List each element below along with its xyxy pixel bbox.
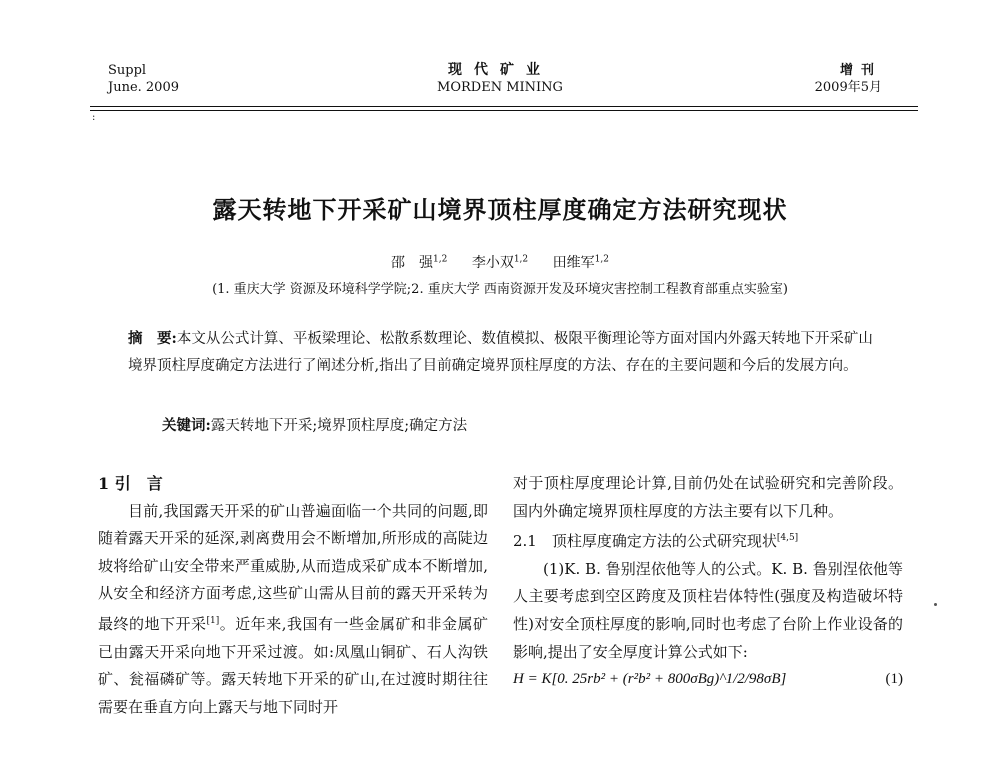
author-list [0, 252, 1000, 272]
header-rule-bottom [90, 110, 918, 111]
header-date-en: June. 2009 [108, 80, 179, 95]
header-date-cn: 2009年5月 [814, 80, 882, 95]
body-column-right [513, 470, 903, 694]
scan-speck [934, 603, 937, 606]
author: 李小双$^{1,2}$ [471, 254, 529, 271]
keywords [162, 414, 862, 435]
body-paragraph: 目前,我国露天开采的矿山普遍面临一个共同的问题,即随着露天开采的延深,剥离费用会不断增加,所形成的高陡边坡将给矿山安全带来严重威胁,从而造成采矿成本不断增加,从安全和经济方面考虑,这些矿山需从目前的露天开采转为最终的地下开采[1]。近年来,我国有一些金属矿和非金属矿已由露天开采向地下开采过渡。如:凤凰山铜矿、石人沟铁矿、瓮福磷矿等。露天转地下开采的矿山,在过渡时期往往需要在垂直方向上露天与地下同时开 [98, 501, 488, 716]
keywords-text: 露天转地下开采;境界顶柱厚度;确定方法 [210, 418, 468, 434]
equation-number: (1) [885, 671, 903, 688]
author: 邵 强$^{1,2}$ [391, 254, 448, 271]
header-supplement: Suppl [108, 63, 147, 78]
equation-body: H = K[0. 25rb² + (r²b² + 800σBg)^1/2/98σB] [513, 671, 787, 688]
equation [513, 666, 903, 694]
citation: [4,5] [776, 533, 799, 544]
abstract-text: 本文从公式计算、平板梁理论、松散系数理论、数值模拟、极限平衡理论等方面对国内外露天转地下开采矿山境界顶柱厚度确定方法进行了阐述分析,指出了目前确定境界顶柱厚度的方法、存在的主要问题和今后的发展方向。 [128, 331, 873, 374]
keywords-label: 关键词: [162, 417, 211, 434]
journal-header-right [815, 62, 882, 96]
author: 田维军$^{1,2}$ [552, 254, 609, 271]
body-column-left [98, 470, 488, 721]
journal-name-en: MORDEN MINING [437, 80, 563, 95]
paper-title: 露天转地下开采矿山境界顶柱厚度确定方法研究现状 [212, 195, 788, 224]
citation: [1] [206, 615, 220, 626]
body-paragraph: 对于顶柱厚度理论计算,目前仍处在试验研究和完善阶段。国内外确定境界顶柱厚度的方法主要有以下几种。 [513, 474, 903, 520]
subsection-heading: 2.1 顶柱厚度确定方法的公式研究现状[4,5] [513, 532, 799, 551]
abstract [128, 325, 874, 380]
header-rule-top [90, 106, 918, 107]
section-heading: 1 引 言 [98, 474, 163, 493]
margin-mark: : [92, 112, 96, 123]
body-paragraph: (1)K. B. 鲁别涅依他等人的公式。K. B. 鲁别涅依他等人主要考虑到空区跨度及顶柱岩体特性(强度及构造破坏特性)对安全顶柱厚度的影响,同时也考虑了台阶上作业设备的影响,提出了安全厚度计算公式如下: [513, 559, 903, 661]
abstract-label: 摘 要: [128, 330, 177, 347]
journal-name-cn: 现代矿业 [448, 62, 552, 78]
affiliation: (1. 重庆大学 资源及环境科学学院;2. 重庆大学 西南资源开发及环境灾害控制工程教育部重点实验室) [212, 282, 788, 297]
header-supplement-cn: 增刊 [839, 63, 882, 78]
